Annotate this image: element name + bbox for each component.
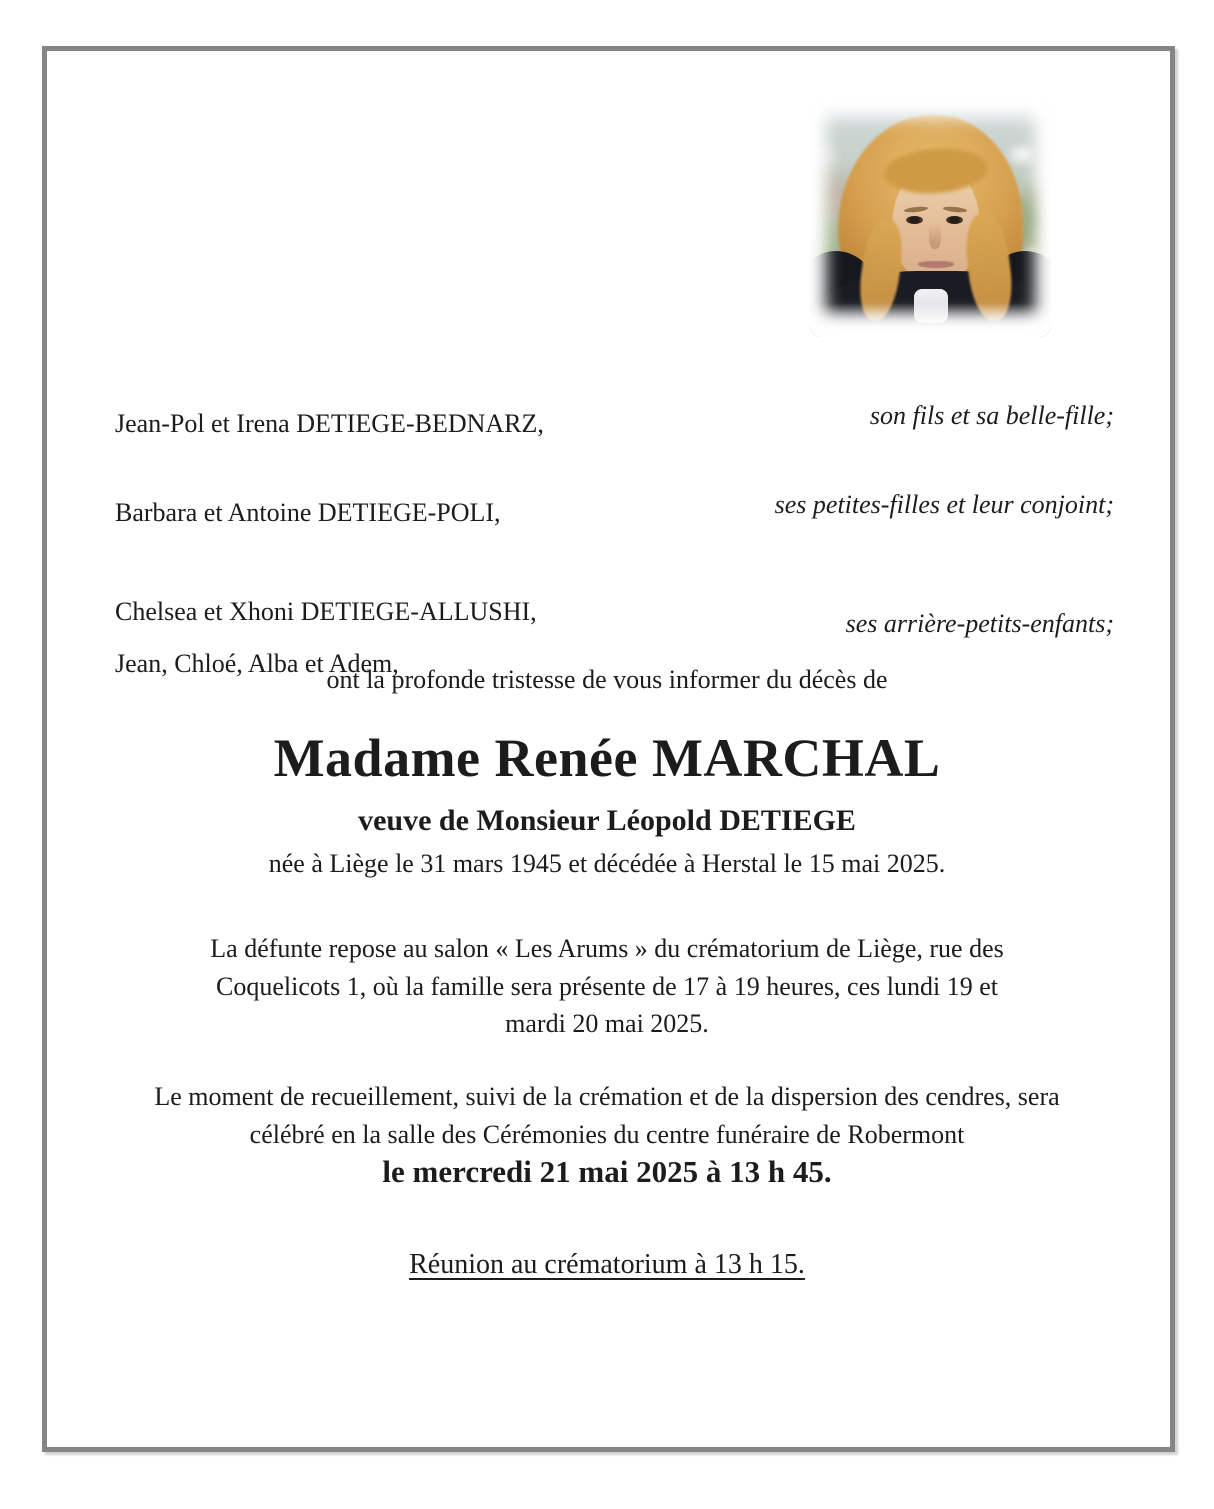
family-relation-son: son fils et sa belle-fille; <box>869 401 1114 430</box>
family-name-line: Barbara et Antoine DETIEGE-POLI, <box>115 498 501 527</box>
widow-of-line: veuve de Monsieur Léopold DETIEGE <box>358 804 856 837</box>
ceremony-line: Le moment de recueillement, suivi de la crémation et de la dispersion des cendres, sera <box>154 1082 1060 1111</box>
family-relation-granddaughters: ses petites-filles et leur conjoint; <box>774 490 1114 519</box>
ceremony-paragraph <box>0 1078 1214 1153</box>
announcement-intro: ont la profonde tristesse de vous informer du décès de <box>326 665 888 694</box>
family-name-line: Jean, Chloé, Alba et Adem, <box>115 649 399 678</box>
visitation-line: Coquelicots 1, où la famille sera présente de 17 à 19 heures, ces lundi 19 et <box>216 971 998 1001</box>
visitation-line: La défunte repose au salon « Les Arums » du crématorium de Liège, rue des <box>210 934 1004 963</box>
family-name-line: Chelsea et Xhoni DETIEGE-ALLUSHI, <box>115 597 537 626</box>
family-relation-great-grandchildren: ses arrière-petits-enfants; <box>845 609 1114 638</box>
ceremony-line: célébré en la salle des Cérémonies du centre funéraire de Robermont <box>249 1119 965 1149</box>
visitation-paragraph <box>0 930 1214 1043</box>
meeting-line <box>0 1249 1214 1281</box>
meeting-underlined-text: Réunion au crématorium à 13 h 15. <box>409 1249 805 1280</box>
birth-death-dates: née à Liège le 31 mars 1945 et décédée à Herstal le 15 mai 2025. <box>268 849 946 878</box>
photo-feathered-edge <box>810 103 1051 337</box>
portrait-photo <box>810 103 1051 337</box>
ceremony-datetime: le mercredi 21 mai 2025 à 13 h 45. <box>382 1154 832 1189</box>
deceased-name: Madame Renée MARCHAL <box>273 728 941 788</box>
photo-bottom-fade <box>810 303 1051 337</box>
family-name-line: Jean-Pol et Irena DETIEGE-BEDNARZ, <box>115 409 544 438</box>
visitation-line: mardi 20 mai 2025. <box>505 1009 709 1038</box>
